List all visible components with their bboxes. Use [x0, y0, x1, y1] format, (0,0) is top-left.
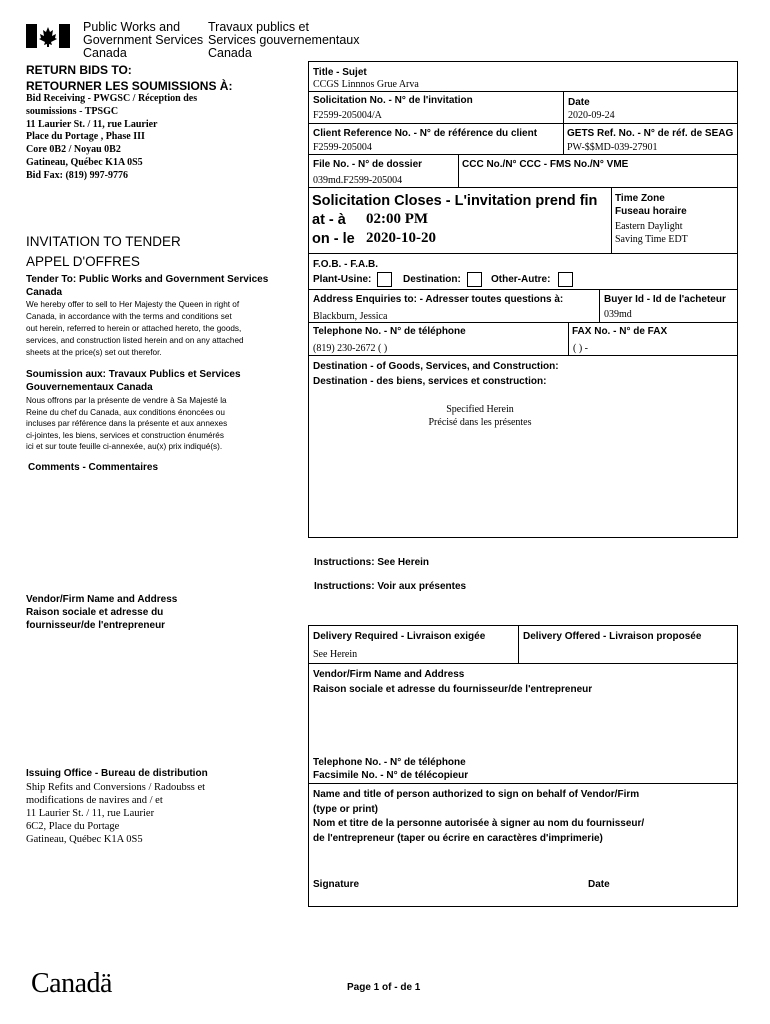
gets-ref-label: GETS Ref. No. - N° de réf. de SEAG [567, 128, 734, 139]
buyer-id-label: Buyer Id - Id de l'acheteur [604, 294, 726, 305]
issuing-office-address: Ship Refits and Conversions / Radoubss et modifications de navires and / et 11 Laurier St. / 11, rue Laurier 6C2, Place du Portage Gatineau, Québec K1A 0S5 [26, 782, 206, 845]
buyer-id-value: 039md [604, 309, 632, 320]
issuing-office-label: Issuing Office - Bureau de distribution [26, 768, 208, 779]
solicitation-closes-label: Solicitation Closes - L'invitation prend fin [312, 193, 598, 209]
delivery-required-value: See Herein [313, 649, 358, 660]
gets-ref-value: PW-$$MD-039-27901 [567, 142, 658, 153]
page-number: Page 1 of - de 1 [347, 982, 421, 993]
telephone-label: Telephone No. - N° de téléphone [313, 326, 466, 337]
telephone-fax-label: Telephone No. - N° de téléphone Facsimile No. - N° de télécopieur [313, 757, 469, 781]
delivery-offered-label: Delivery Offered - Livraison proposée [523, 631, 702, 642]
department-name-en: Public Works and Government Services Canada [83, 20, 204, 60]
vendor-name-label-left: Vendor/Firm Name and Address Raison sociale et adresse du fournisseur/de l'entrepreneur [26, 594, 178, 631]
department-name-fr: Travaux publics et Services gouvernementaux Canada [208, 20, 360, 60]
ccc-label: CCC No./N° CCC - FMS No./N° VME [462, 159, 629, 170]
other-checkbox[interactable] [558, 272, 573, 287]
return-bids-title: RETURN BIDS TO: RETOURNER LES SOUMISSIONS À: [26, 63, 233, 93]
client-ref-value: F2599-205004 [313, 142, 372, 153]
plant-label: Plant-Usine: [313, 274, 372, 285]
invitation-title: INVITATION TO TENDER APPEL D'OFFRES [26, 234, 181, 269]
soumission-aux: Soumission aux: Travaux Publics et Services Gouvernementaux Canada [26, 369, 241, 393]
canada-flag-icon [26, 24, 70, 48]
at-label: at - à [312, 212, 346, 228]
vendor-name-label: Vendor/Firm Name and Address Raison sociale et adresse du fournisseur/de l'entrepreneur [313, 669, 593, 695]
return-bids-address: Bid Receiving - PWGSC / Réception des soumissions - TPSGC 11 Laurier St. / 11, rue Laurier Place du Portage , Phase III Core 0B2 / Noyau 0B2 Gatineau, Québec K1A 0S5 Bid Fax: (819) 997-9776 [26, 93, 198, 181]
comments-label: Comments - Commentaires [28, 462, 159, 473]
on-label: on - le [312, 231, 355, 247]
signature-date-label: Date [588, 879, 610, 890]
destination-label: Destination: [403, 274, 461, 285]
offer-text-en: We hereby offer to sell to Her Majesty the Queen in right of Canada, in accordance with the terms and conditions set out herein, referred to herein or attached hereto, the goods, services, and construction listed herein and on any attached sheets at the price(s) set out therefor. [26, 300, 244, 357]
authorized-person-label: Name and title of person authorized to sign on behalf of Vendor/Firm (type or print) Nom et titre de la personne autorisée à signer au nom du fournisseur/ de l'entrepreneur (taper ou écrire en caractères d'imprimerie) [313, 789, 645, 844]
destination-checkbox[interactable] [467, 272, 482, 287]
address-enquiries-label: Address Enquiries to: - Adresser toutes questions à: [313, 294, 564, 305]
tender-to: Tender To: Public Works and Government Services Canada [26, 274, 269, 298]
instructions-fr: Instructions: Voir aux présentes [314, 581, 467, 592]
canada-wordmark: Canadä [31, 968, 112, 999]
delivery-required-label: Delivery Required - Livraison exigée [313, 631, 486, 642]
destination-of-goods: Destination - of Goods, Services, and Construction: Destination - des biens, services et construction: [313, 361, 559, 387]
authorized-person-area[interactable] [312, 848, 732, 872]
telephone-value: (819) 230-2672 ( ) [313, 343, 388, 354]
file-no-value: 039md.F2599-205004 [313, 175, 403, 186]
specified-herein: Specified Herein Précisé dans les présentes [428, 404, 532, 428]
fax-value: ( ) - [573, 343, 588, 354]
vendor-name-area[interactable] [312, 700, 732, 750]
date-label: Date [568, 97, 590, 108]
client-ref-label: Client Reference No. - N° de référence du client [313, 128, 538, 139]
date-value: 2020-09-24 [568, 110, 615, 121]
closing-time-value: 02:00 PM [366, 211, 429, 227]
solicitation-value: F2599-205004/A [313, 110, 382, 121]
solicitation-label: Solicitation No. - N° de l'invitation [313, 95, 473, 106]
other-label: Other-Autre: [491, 274, 551, 285]
title-label: Title - Sujet [313, 67, 367, 78]
address-enquiries-value: Blackburn, Jessica [313, 311, 388, 322]
fob-label: F.O.B. - F.A.B. [313, 259, 378, 270]
instructions-en: Instructions: See Herein [314, 557, 430, 568]
fax-label: FAX No. - N° de FAX [572, 326, 668, 337]
time-zone-label: Time Zone Fuseau horaire [615, 193, 687, 217]
closing-date-value: 2020-10-20 [366, 230, 436, 246]
offer-text-fr: Nous offrons par la présente de vendre à Sa Majesté la Reine du chef du Canada, aux conditions énoncées ou incluses par référence dans la présente et aux annexes ci-jointes, les biens, services et construction énumérés ici et sur toute feuille ci-annexée, au(x) prix indiqué(s). [26, 396, 228, 451]
plant-checkbox[interactable] [377, 272, 392, 287]
time-zone-value: Eastern Daylight Saving Time EDT [615, 221, 688, 245]
file-no-label: File No. - N° de dossier [313, 159, 423, 170]
signature-label: Signature [313, 879, 360, 890]
title-value: CCGS Linnnos Grue Arva [313, 79, 419, 90]
